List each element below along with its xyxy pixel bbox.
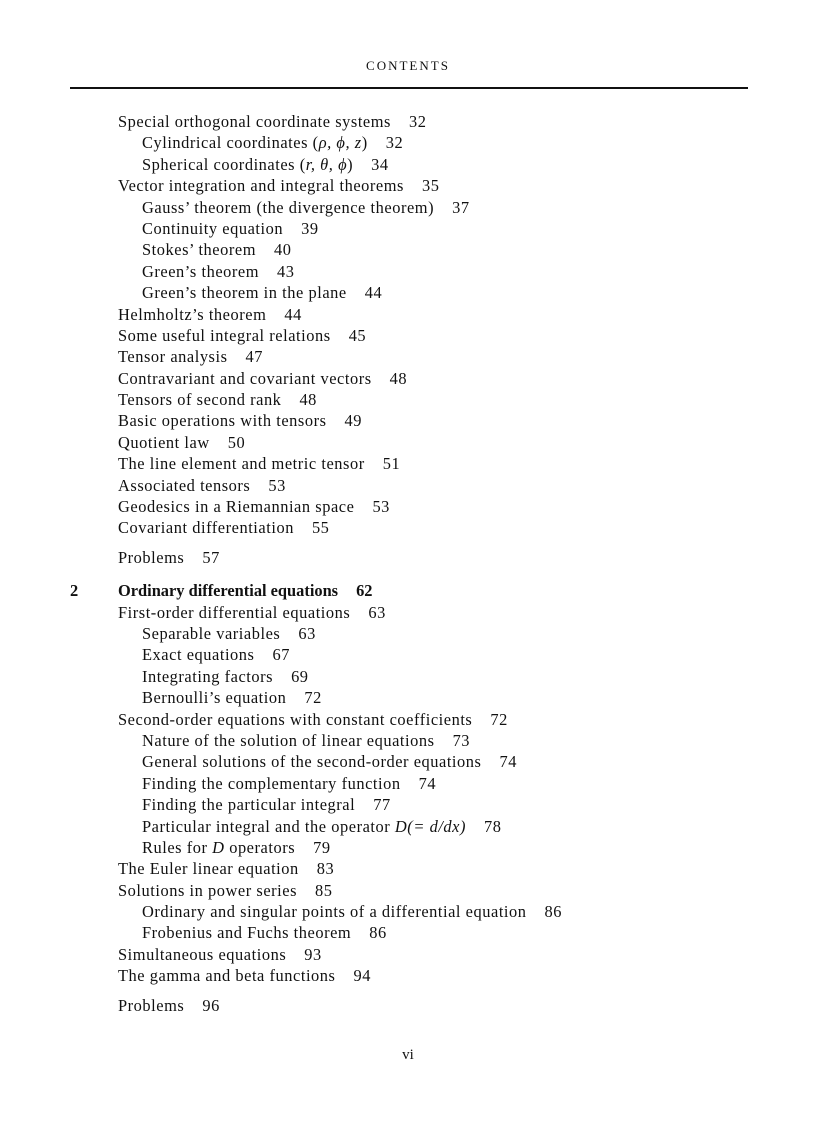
- toc-entry-title: Separable variables: [142, 623, 281, 643]
- toc-entry-page: 74: [499, 752, 517, 772]
- toc-entry-page: 73: [452, 730, 471, 750]
- toc-entry-page: 50: [227, 432, 246, 452]
- toc-entry-title: The line element and metric tensor: [118, 454, 365, 474]
- toc-entry: [0, 218, 816, 239]
- toc-entry: [0, 475, 816, 496]
- toc-entry: [0, 175, 816, 196]
- toc-entry: [0, 154, 816, 175]
- toc-entry: [0, 368, 816, 389]
- toc-entry-title: Gauss’ theorem (the divergence theorem): [142, 197, 435, 217]
- toc-entry: [0, 623, 816, 644]
- toc-entry-math: D(= d/dx): [394, 816, 467, 836]
- toc-entry-title: Nature of the solution of linear equations: [142, 730, 435, 750]
- toc-entry-title: Problems: [118, 995, 185, 1015]
- toc-entry: [0, 773, 816, 794]
- toc-entry-title: First-order differential equations: [118, 602, 351, 622]
- toc-entry: [0, 751, 816, 772]
- toc-entry-title: The gamma and beta functions: [118, 966, 336, 986]
- toc-entry-title: Solutions in power series: [118, 880, 298, 900]
- toc-entry: [0, 496, 816, 517]
- toc-entry-page: 55: [311, 518, 330, 538]
- chapter-title: Ordinary differential equations: [118, 581, 339, 601]
- toc-entry-page: 93: [304, 944, 322, 964]
- toc-entry-title: Tensor analysis: [118, 347, 228, 367]
- toc-list: [0, 111, 816, 1016]
- toc-entry: [0, 325, 816, 346]
- toc-entry-title: Simultaneous equations: [118, 944, 287, 964]
- toc-entry: [0, 666, 816, 687]
- toc-entry-page: 72: [304, 688, 322, 708]
- toc-entry-title: Second-order equations with constant coefficients: [118, 709, 473, 729]
- toc-entry-title: Particular integral and the operator: [142, 816, 395, 836]
- toc-entry-title: Green’s theorem: [142, 261, 260, 281]
- toc-entry: [0, 687, 816, 708]
- toc-entry: [0, 944, 816, 965]
- toc-entry-title: Contravariant and covariant vectors: [118, 368, 372, 388]
- toc-entry-title: Covariant differentiation: [118, 518, 294, 538]
- chapter-number: 2: [70, 581, 79, 601]
- toc-entry: [0, 261, 816, 282]
- toc-entry-title: The Euler linear equation: [118, 859, 299, 879]
- toc-entry-page: 57: [202, 547, 220, 567]
- toc-entry-page: 34: [371, 154, 389, 174]
- toc-entry-title: Ordinary and singular points of a differential equation: [142, 902, 527, 922]
- toc-entry: [0, 304, 816, 325]
- toc-entry-page: 86: [369, 923, 387, 943]
- toc-entry-title: Finding the particular integral: [142, 795, 356, 815]
- toc-entry: [0, 644, 816, 665]
- toc-entry: [0, 132, 816, 153]
- toc-entry-title: Vector integration and integral theorems: [118, 176, 404, 196]
- header-rule: [70, 87, 748, 89]
- toc-entry-page: 47: [245, 347, 264, 367]
- toc-entry: [0, 837, 816, 858]
- toc-entry-math: r, θ, ϕ: [305, 154, 348, 174]
- toc-chapter-heading: [0, 580, 816, 601]
- toc-entry-page: 79: [313, 837, 331, 857]
- toc-entry-title: Green’s theorem in the plane: [142, 283, 347, 303]
- toc-entry: [0, 282, 816, 303]
- toc-entry-page: 78: [484, 816, 502, 836]
- toc-entry-page: 86: [544, 902, 563, 922]
- toc-entry-page: 51: [382, 454, 401, 474]
- toc-entry-math: D: [212, 837, 225, 857]
- toc-entry-page: 48: [389, 368, 408, 388]
- toc-entry-page: 39: [301, 218, 319, 238]
- toc-entry-page: 45: [348, 325, 367, 345]
- toc-entry-page: 69: [291, 666, 309, 686]
- toc-entry: [0, 880, 816, 901]
- toc-entry-title: Some useful integral relations: [118, 325, 331, 345]
- toc-entry: [0, 389, 816, 410]
- toc-entry-title: ): [347, 154, 354, 174]
- running-head: CONTENTS: [366, 58, 450, 73]
- toc-entry-page: 63: [298, 623, 316, 643]
- toc-entry-page: 67: [272, 645, 290, 665]
- toc-entry-problems: [0, 547, 816, 568]
- toc-entry-title: Spherical coordinates (: [142, 154, 306, 174]
- toc-entry: [0, 965, 816, 986]
- toc-entry-title: Associated tensors: [118, 475, 251, 495]
- toc-entry-title: Exact equations: [142, 645, 255, 665]
- toc-entry: [0, 346, 816, 367]
- toc-entry-math: ρ, ϕ, z: [318, 133, 362, 153]
- toc-entry-page: 44: [284, 304, 302, 324]
- toc-entry-page: 96: [202, 995, 220, 1015]
- toc-entry-title: Cylindrical coordinates (: [142, 133, 319, 153]
- toc-entry-page: 43: [277, 261, 295, 281]
- toc-entry-page: 48: [299, 390, 317, 410]
- toc-entry: [0, 858, 816, 879]
- toc-entry: [0, 730, 816, 751]
- toc-entry-page: 63: [368, 602, 386, 622]
- toc-entry-title: Bernoulli’s equation: [142, 688, 287, 708]
- toc-entry-title: Finding the complementary function: [142, 773, 401, 793]
- toc-entry: [0, 410, 816, 431]
- toc-entry-title: Stokes’ theorem: [142, 240, 257, 260]
- toc-entry: [0, 709, 816, 730]
- toc-entry-page: 32: [408, 112, 427, 131]
- toc-entry: [0, 602, 816, 623]
- toc-entry: [0, 794, 816, 815]
- toc-entry-page: 44: [364, 283, 383, 303]
- toc-entry-title: Helmholtz’s theorem: [118, 304, 267, 324]
- toc-entry-problems: [0, 995, 816, 1016]
- toc-entry-page: 72: [490, 709, 508, 729]
- toc-entry-title: General solutions of the second-order equations: [142, 752, 482, 772]
- toc-entry-title: Quotient law: [118, 432, 210, 452]
- toc-entry: [0, 239, 816, 260]
- toc-entry: [0, 816, 816, 837]
- toc-entry-title: Integrating factors: [142, 666, 274, 686]
- toc-entry-title: ): [361, 133, 368, 153]
- toc-entry: [0, 922, 816, 943]
- toc-entry-page: 53: [372, 497, 390, 517]
- toc-entry-page: 62: [356, 581, 373, 601]
- toc-entry-page: 94: [353, 966, 371, 986]
- toc-entry: [0, 432, 816, 453]
- toc-entry-page: 40: [274, 240, 292, 260]
- toc-entry-page: 74: [418, 773, 437, 793]
- toc-entry-title: operators: [224, 837, 296, 857]
- toc-entry-title: Tensors of second rank: [118, 390, 282, 410]
- toc-entry-title: Problems: [118, 547, 185, 567]
- toc-entry: [0, 197, 816, 218]
- toc-entry-title: Frobenius and Fuchs theorem: [142, 923, 352, 943]
- toc-entry-title: Rules for: [142, 837, 213, 857]
- toc-entry-page: 77: [373, 795, 391, 815]
- toc-entry: [0, 901, 816, 922]
- toc-entry-page: 37: [452, 197, 470, 217]
- toc-entry: [0, 453, 816, 474]
- toc-entry-page: 32: [385, 133, 404, 153]
- toc-entry-page: 49: [344, 411, 363, 431]
- toc-entry-title: Geodesics in a Riemannian space: [118, 497, 355, 517]
- toc-entry-page: 83: [316, 859, 335, 879]
- toc-entry-title: Special orthogonal coordinate systems: [118, 112, 391, 131]
- toc-entry-page: 53: [268, 475, 286, 495]
- toc-entry: [0, 111, 816, 132]
- toc-entry: [0, 517, 816, 538]
- toc-entry-title: Continuity equation: [142, 218, 284, 238]
- toc-entry-page: 85: [315, 880, 333, 900]
- page-number: vi: [402, 1047, 414, 1063]
- toc-entry-page: 35: [421, 176, 440, 196]
- toc-entry-title: Basic operations with tensors: [118, 411, 327, 431]
